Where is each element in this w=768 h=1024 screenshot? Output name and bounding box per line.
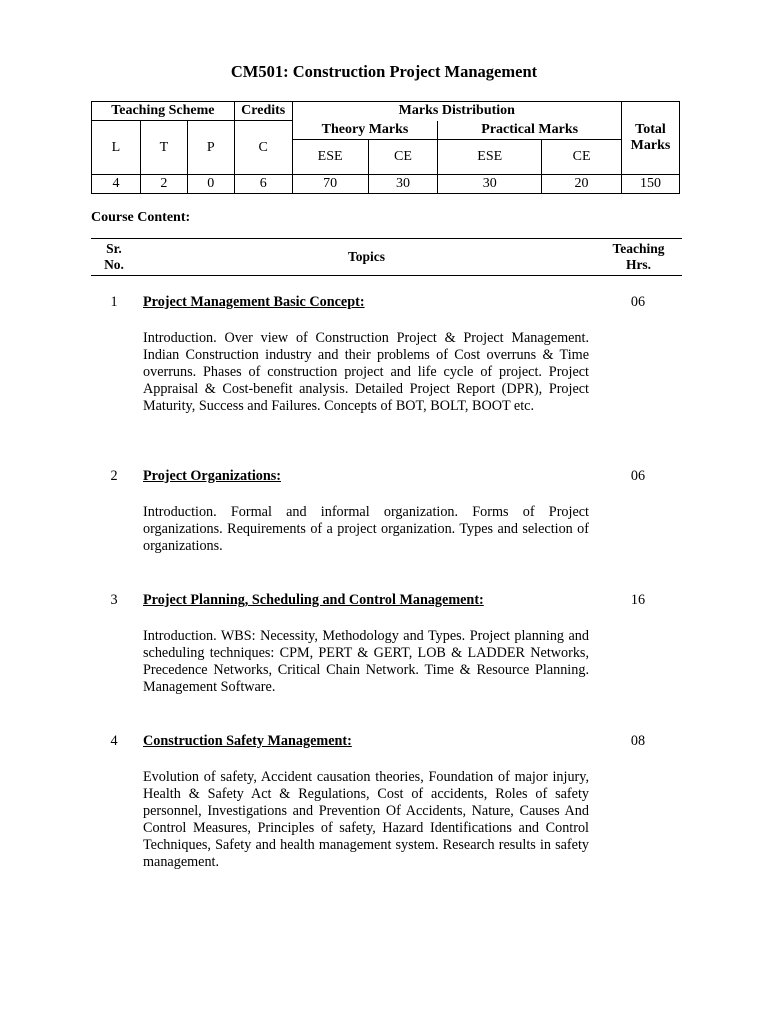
theory-marks-header: Theory Marks [292, 121, 438, 140]
marks-distribution-header: Marks Distribution [292, 102, 621, 121]
teaching-header-line1: Teaching [612, 241, 665, 256]
t-value: 2 [140, 175, 187, 194]
sr-header-line1: Sr. [106, 241, 122, 256]
topic-number: 2 [110, 468, 118, 484]
credits-header: Credits [234, 102, 292, 121]
topic-body: Evolution of safety, Accident causation theories, Foundation of major injury, Health & Safety Act & Regulations, Cost of accidents, Roles of safety personnel, Investigations and Prevention Of Accidents, Nature, Causes And Control Measures, Principles of safety, Hazard Identifications and Control Techniques, Safety and health management system. Research results in safety management. [143, 769, 589, 870]
c-value: 6 [234, 175, 292, 194]
practical-ese-header: ESE [438, 140, 542, 175]
l-value: 4 [92, 175, 141, 194]
c-header: C [234, 121, 292, 175]
p-value: 0 [187, 175, 234, 194]
topic-body: Introduction. Formal and informal organization. Forms of Project organizations. Requirements of a project organization. Types and selection of organizations. [143, 504, 589, 554]
topic-body: Introduction. WBS: Necessity, Methodology and Types. Project planning and scheduling techniques: CPM, PERT & GERT, LOB & LADDER Networks, Precedence Networks, Critical Chain Network. Time & Resource Planning. Management Software. [143, 628, 589, 695]
total-marks-header: Total Marks [621, 102, 679, 175]
theory-ese-value: 70 [292, 175, 368, 194]
course-content-label: Course Content: [91, 210, 191, 225]
practical-ce-value: 20 [542, 175, 622, 194]
l-header: L [92, 121, 141, 175]
topic-heading: Project Planning, Scheduling and Control Management: [143, 592, 484, 608]
practical-ese-value: 30 [438, 175, 542, 194]
teaching-scheme-table [91, 101, 680, 194]
total-marks-value: 150 [621, 175, 679, 194]
topic-hours: 16 [630, 592, 646, 608]
teaching-header-line2: Hrs. [625, 257, 652, 272]
topics-header-label: Topics [347, 249, 386, 264]
theory-ese-header: ESE [292, 140, 368, 175]
teaching-hrs-header [601, 241, 676, 273]
teaching-scheme-header: Teaching Scheme [92, 102, 235, 121]
theory-ce-header: CE [368, 140, 438, 175]
topic-heading: Construction Safety Management: [143, 733, 352, 749]
topic-heading: Project Organizations: [143, 468, 282, 484]
topic-hours: 08 [630, 733, 646, 749]
sr-header-line2: No. [104, 257, 124, 272]
topic-number: 3 [110, 592, 118, 608]
topic-hours: 06 [630, 294, 646, 310]
practical-ce-header: CE [542, 140, 622, 175]
topic-heading: Project Management Basic Concept: [143, 294, 365, 310]
t-header: T [140, 121, 187, 175]
topic-body: Introduction. Over view of Construction Project & Project Management. Indian Construction industry and their problems of Cost overruns & Time overruns. Phases of construction project and life cycle of project. Project Appraisal & Cost-benefit analysis. Detailed Project Report (DPR), Project Maturity, Success and Failures. Concepts of BOT, BOLT, BOOT etc. [143, 330, 589, 414]
page-title: CM501: Construction Project Management [230, 62, 538, 81]
theory-ce-value: 30 [368, 175, 438, 194]
topic-number: 4 [110, 733, 118, 749]
practical-marks-header: Practical Marks [438, 121, 622, 140]
p-header: P [187, 121, 234, 175]
topics-table-header [91, 238, 682, 276]
topic-hours: 06 [630, 468, 646, 484]
topic-number: 1 [110, 294, 118, 310]
